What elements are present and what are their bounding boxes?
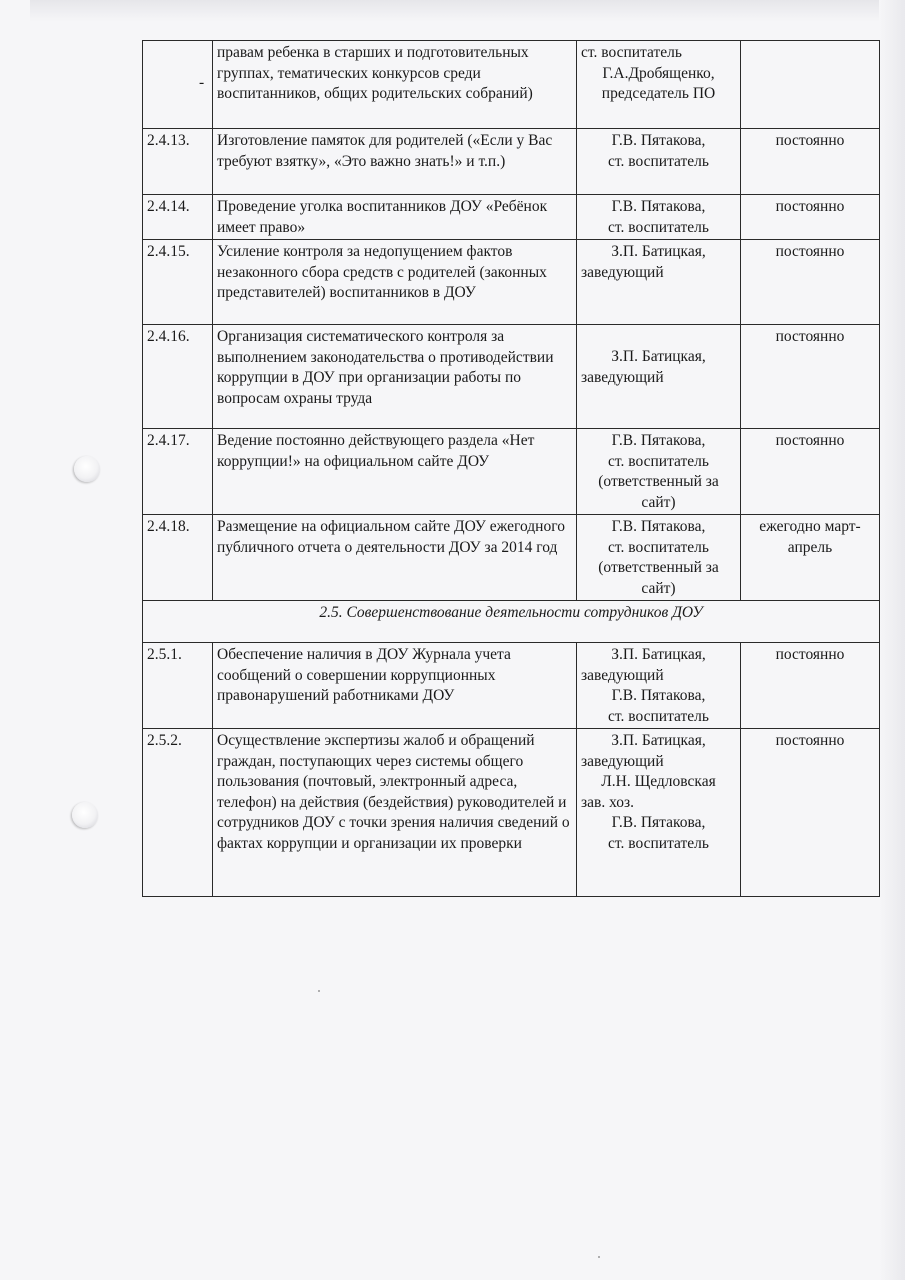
row-number: 2.5.1. bbox=[143, 643, 213, 729]
row-measure: Размещение на официальном сайте ДОУ ежегодного публичного отчета о деятельности ДОУ за 2014 год bbox=[213, 515, 577, 601]
row-number: 2.4.18. bbox=[143, 515, 213, 601]
table-row bbox=[143, 515, 880, 601]
scan-speck bbox=[318, 990, 320, 992]
row-number: 2.4.14. bbox=[143, 195, 213, 240]
page-edge-top bbox=[30, 0, 905, 22]
row-term: постоянно bbox=[741, 129, 880, 195]
responsible-line: председатель ПО bbox=[601, 85, 716, 102]
responsible-line: заведующий bbox=[581, 752, 664, 770]
row-responsible bbox=[577, 129, 741, 195]
responsible-line: (ответственный за сайт) bbox=[598, 559, 719, 597]
responsible-line: Г.В. Пятакова, bbox=[611, 814, 706, 831]
row-term: постоянно bbox=[741, 325, 880, 429]
measures-table bbox=[142, 40, 880, 897]
table-row-continued bbox=[143, 41, 880, 129]
row-term bbox=[741, 41, 880, 129]
row-measure: Осуществление экспертизы жалоб и обращений граждан, поступающих через системы общего пользования (почтовый, электронный адреса, телефон) на действия (бездействия) руководителей и сотрудников ДОУ с точки зрения наличия сведений о фактах коррупции и организации их проверки bbox=[213, 729, 577, 897]
table-row bbox=[143, 129, 880, 195]
section-header-row bbox=[143, 601, 880, 643]
table-row bbox=[143, 325, 880, 429]
responsible-line: Г.В. Пятакова, bbox=[611, 687, 706, 704]
responsible-line: ст. воспитатель bbox=[608, 218, 709, 236]
row-marker: - bbox=[199, 74, 205, 91]
responsible-line: З.П. Батицкая, bbox=[611, 243, 706, 260]
responsible-line: ст. воспитатель bbox=[608, 538, 709, 556]
row-measure: Обеспечение наличия в ДОУ Журнала учета сообщений о совершении коррупционных правонарушений работниками ДОУ bbox=[213, 643, 577, 729]
row-term: ежегодно март-апрель bbox=[741, 515, 880, 601]
row-responsible bbox=[577, 240, 741, 325]
page-edge-right bbox=[879, 0, 905, 1280]
row-measure: Проведение уголка воспитанников ДОУ «Ребёнок имеет право» bbox=[213, 195, 577, 240]
punch-hole-lower bbox=[72, 802, 98, 828]
row-term: постоянно bbox=[741, 240, 880, 325]
responsible-line: З.П. Батицкая, bbox=[611, 646, 706, 663]
responsible-line: ст. воспитатель bbox=[608, 707, 709, 725]
table-row bbox=[143, 729, 880, 897]
row-number: 2.5.2. bbox=[143, 729, 213, 897]
row-term: постоянно bbox=[741, 729, 880, 897]
responsible-line: заведующий bbox=[581, 368, 664, 386]
row-measure: Организация систематического контроля за выполнением законодательства о противодействии коррупции в ДОУ при организации работы по вопросам охраны труда bbox=[213, 325, 577, 429]
responsible-line: заведующий bbox=[581, 263, 664, 281]
row-responsible bbox=[577, 195, 741, 240]
row-number: 2.4.16. bbox=[143, 325, 213, 429]
row-number bbox=[143, 41, 213, 129]
row-measure: Усиление контроля за недопущением фактов незаконного сбора средств с родителей (законных представителей) воспитанников в ДОУ bbox=[213, 240, 577, 325]
scan-speck bbox=[598, 1256, 600, 1258]
row-responsible bbox=[577, 515, 741, 601]
punch-hole-upper bbox=[74, 456, 100, 482]
row-responsible bbox=[577, 643, 741, 729]
responsible-line: Л.Н. Щедловская bbox=[601, 773, 716, 790]
row-responsible bbox=[577, 429, 741, 515]
responsible-line: Г.В. Пятакова, bbox=[611, 132, 706, 149]
row-term: постоянно bbox=[741, 429, 880, 515]
responsible-line: Г.В. Пятакова, bbox=[611, 198, 706, 215]
table-row bbox=[143, 429, 880, 515]
row-number: 2.4.13. bbox=[143, 129, 213, 195]
responsible-line: Г.В. Пятакова, bbox=[611, 432, 706, 449]
responsible-line: ст. воспитатель bbox=[608, 834, 709, 852]
table-row bbox=[143, 240, 880, 325]
row-responsible bbox=[577, 325, 741, 429]
row-responsible bbox=[577, 729, 741, 897]
responsible-line: ст. воспитатель bbox=[608, 452, 709, 470]
row-term: постоянно bbox=[741, 643, 880, 729]
section-title: 2.5. Совершенствование деятельности сотрудников ДОУ bbox=[143, 601, 880, 643]
responsible-line: (ответственный за сайт) bbox=[598, 473, 719, 511]
responsible-line: зав. хоз. bbox=[581, 793, 634, 811]
row-number: 2.4.17. bbox=[143, 429, 213, 515]
table-row bbox=[143, 643, 880, 729]
responsible-line: заведующий bbox=[581, 666, 664, 684]
responsible-line: Г.А.Дробященко, bbox=[602, 64, 715, 82]
responsible-line: Г.В. Пятакова, bbox=[611, 518, 706, 535]
responsible-line: ст. воспитатель bbox=[581, 44, 682, 61]
responsible-line: З.П. Батицкая, bbox=[611, 348, 706, 365]
row-number: 2.4.15. bbox=[143, 240, 213, 325]
row-measure: Изготовление памяток для родителей («Если у Вас требуют взятку», «Это важно знать!» и т.п.) bbox=[213, 129, 577, 195]
responsible-line: З.П. Батицкая, bbox=[611, 732, 706, 749]
row-term: постоянно bbox=[741, 195, 880, 240]
row-measure: Ведение постоянно действующего раздела «Нет коррупции!» на официальном сайте ДОУ bbox=[213, 429, 577, 515]
table-row bbox=[143, 195, 880, 240]
row-responsible bbox=[577, 41, 741, 129]
row-measure: правам ребенка в старших и подготовительных группах, тематических конкурсов среди воспитанников, общих родительских собраний) bbox=[213, 41, 577, 129]
responsible-line: ст. воспитатель bbox=[608, 152, 709, 170]
